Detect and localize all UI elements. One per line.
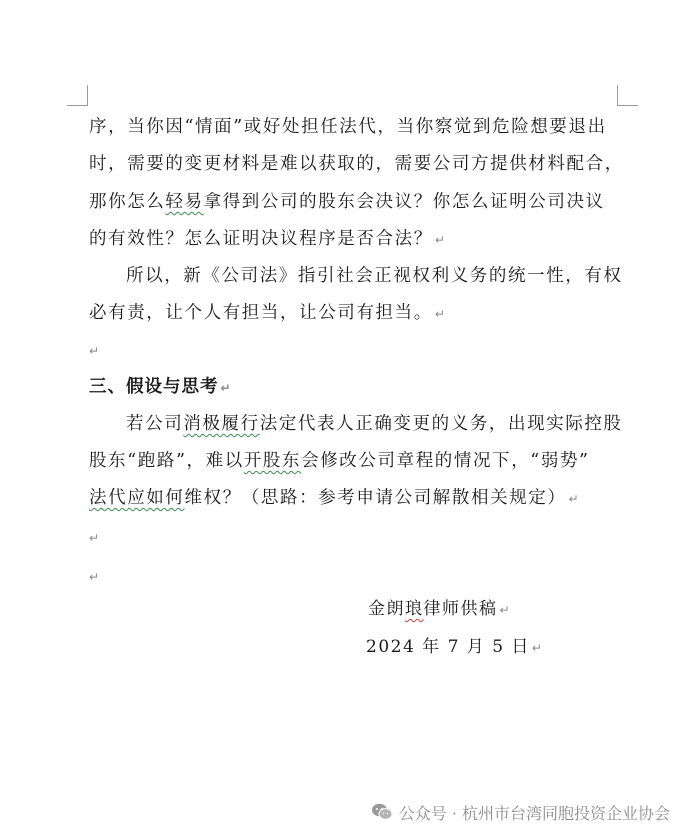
text-run: 若公司 [126,414,184,434]
paragraph-mark-icon: ↵ [89,344,100,358]
grammar-underlined-text: 法代应如何 [89,488,185,508]
text-run: 会修改公司章程的情况下，“弱势” [301,451,590,471]
empty-paragraph [89,527,99,546]
paragraph-line [126,263,623,289]
text-run: 维权？（思路：参考申请公司解散相关规定） [184,488,567,508]
paragraph-mark-icon: ↵ [531,641,544,655]
paragraph-line [89,485,619,512]
text-run: 所以，新《公司法》指引社会正视权利义务的统一性，有权 [126,266,623,286]
paragraph-line [89,114,619,140]
paragraph-mark-icon: ↵ [434,307,447,321]
wechat-icon [371,802,393,822]
page-corner-top-right [617,85,638,106]
paragraph-line [89,448,619,474]
text-run: 序，当你因“情面”或好处担任法代，当你察觉到危险想要退出 [89,117,607,137]
paragraph-line [89,189,619,215]
text-run: 金朗 [368,599,405,619]
paragraph-mark-icon: ↵ [89,531,100,545]
text-run: 2024 年 7 月 5 日 [366,637,530,657]
signature-date [366,634,543,661]
page-corner-top-left [67,85,88,106]
text-run: 拿得到公司的股东会决议？你怎么证明公司决议 [203,192,605,212]
grammar-underlined-text: 轻易 [165,192,204,212]
paragraph-mark-icon: ↵ [89,570,100,584]
paragraph-mark-icon: ↵ [499,603,512,617]
empty-paragraph [89,566,99,585]
text-run: 那你怎么 [89,192,166,212]
text-run: 律师供稿 [423,599,498,619]
paragraph-line [126,411,623,437]
watermark [371,799,670,825]
signature-author [368,596,511,623]
paragraph-mark-icon: ↵ [220,381,232,395]
text-run: 股东“跑路”，难以 [89,451,244,471]
empty-paragraph [89,340,99,359]
grammar-underlined-text: 消极履行 [183,414,260,434]
text-run: 时，需要的变更材料是难以获取的，需要公司方提供材料配合， [89,154,624,174]
text-run: 的有效性？怎么证明决议程序是否合法？ [89,229,433,249]
text-run: 法定代表人正确变更的义务，出现实际控股 [259,414,623,434]
paragraph-line [89,300,619,327]
paragraph-line [89,226,619,253]
paragraph-mark-icon: ↵ [568,492,581,506]
watermark-text: 公众号 · 杭州市台湾同胞投资企业协会 [398,803,670,823]
paragraph-mark-icon: ↵ [434,233,447,247]
spelling-underlined-text: 琅 [405,599,424,619]
grammar-underlined-text: 开股东 [243,451,302,471]
section-heading [89,374,619,401]
text-run: 必有责，让个人有担当，让公司有担当。 [89,303,433,323]
paragraph-line [89,151,624,177]
heading-text: 三、假设与思考 [89,377,219,397]
